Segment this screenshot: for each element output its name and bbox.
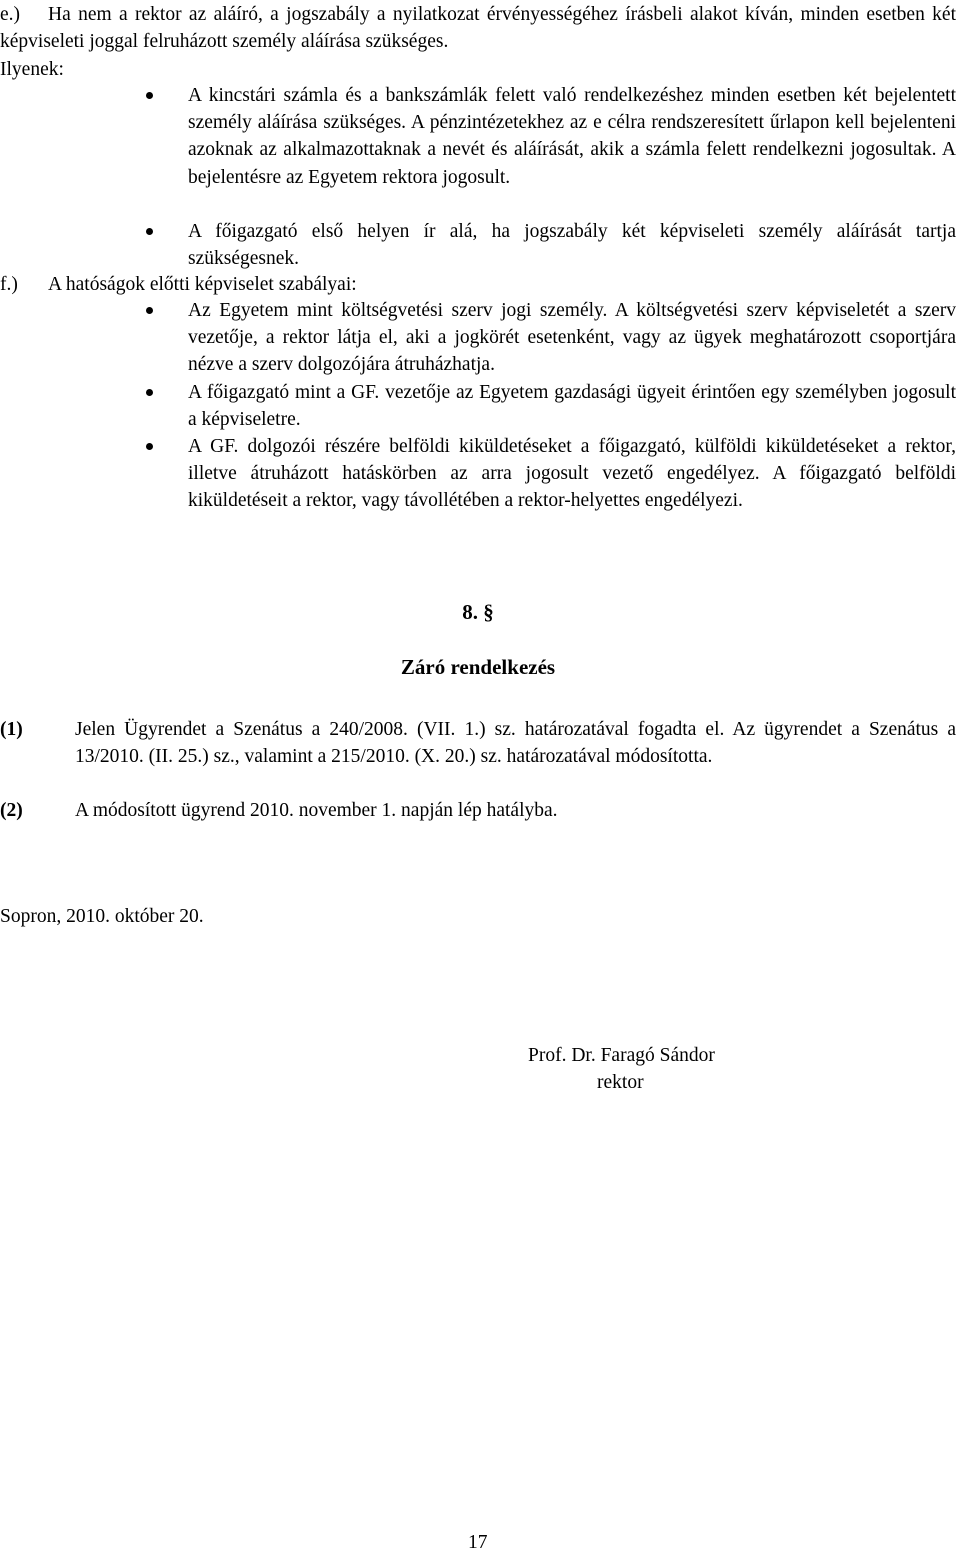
- place-date: Sopron, 2010. október 20.: [0, 906, 204, 927]
- item-f-bullet-3-text: A GF. dolgozói részére belföldi kiküldetéseket a főigazgató, külföldi kiküldetéseket a rektor, illetve átruházott hatáskörben az arra jogosult vezető engedélyez. A főigazgató belföldi kiküldetéseit a rektor, vagy távollétében a rektor-helyettes engedélyezi.: [188, 436, 956, 512]
- bullet-icon: [146, 389, 153, 396]
- section-title: Záró rendelkezés: [400, 655, 556, 679]
- provision-1-label: (1): [0, 719, 23, 740]
- item-f-bullet-1-text: Az Egyetem mint költségvetési szerv jogi személy. A költségvetési szerv képviseletét a szerv vezetője, a rektor látja el, aki a jogkörét esetenként, vagy az ügyek meghatározott csoportjára nézve a szerv dolgozójára átruházhatja.: [188, 300, 956, 376]
- item-f-text: A hatóságok előtti képviselet szabályai:: [48, 274, 357, 295]
- item-e-label: e.): [0, 4, 21, 25]
- item-f-bullet-2: [188, 379, 956, 433]
- provision-2-text: A módosított ügyrend 2010. november 1. napján lép hatályba.: [75, 800, 558, 821]
- signatory-name: Prof. Dr. Faragó Sándor: [528, 1045, 715, 1066]
- item-f-bullet-2-text: A főigazgató mint a GF. vezetője az Egyetem gazdasági ügyeit érintően egy személyben jogosult a képviseletre.: [188, 382, 956, 431]
- page-number: 17: [468, 1532, 488, 1553]
- bullet-icon: [146, 307, 153, 314]
- item-e-bullet-1-text: A kincstári számla és a bankszámlák felett való rendelkezéshez minden esetben két bejelentett személy aláírása szükséges. A pénzintézetekhez az e célra rendszeresített űrlapon kell bejelenteni azoknak az alkalmazottaknak a nevét és aláírását, akik a számla felett rendelkezni jogosultak. A bejelentésre az Egyetem rektora jogosult.: [188, 85, 956, 188]
- item-e-bullet-1: [188, 82, 956, 191]
- section-number: 8. §: [462, 600, 494, 624]
- signatory-title: rektor: [597, 1072, 644, 1093]
- item-e-bullet-2-text: A főigazgató első helyen ír alá, ha jogszabály két képviseleti személy aláírását tartja szükségesnek.: [188, 221, 956, 270]
- item-e-bullet-2: [188, 218, 956, 272]
- bullet-icon: [146, 443, 153, 450]
- item-e-intro: Ilyenek:: [0, 59, 64, 80]
- provision-1-text: Jelen Ügyrendet a Szenátus a 240/2008. (VII. 1.) sz. határozatával fogadta el. Az ügyrendet a Szenátus a 13/2010. (II. 25.) sz., valamint a 215/2010. (X. 20.) sz. határozatával módosította.: [75, 719, 956, 768]
- item-e-text: Ha nem a rektor az aláíró, a jogszabály a nyilatkozat érvényességéhez írásbeli alakot kíván, minden esetben két képviseleti joggal felruházott személy aláírása szükséges.: [0, 4, 956, 53]
- item-f-bullet-3: [188, 433, 956, 515]
- item-f-label: f.): [0, 274, 18, 295]
- item-f-bullet-1: [188, 297, 956, 379]
- bullet-icon: [146, 228, 153, 235]
- bullet-icon: [146, 92, 153, 99]
- provision-2-label: (2): [0, 800, 23, 821]
